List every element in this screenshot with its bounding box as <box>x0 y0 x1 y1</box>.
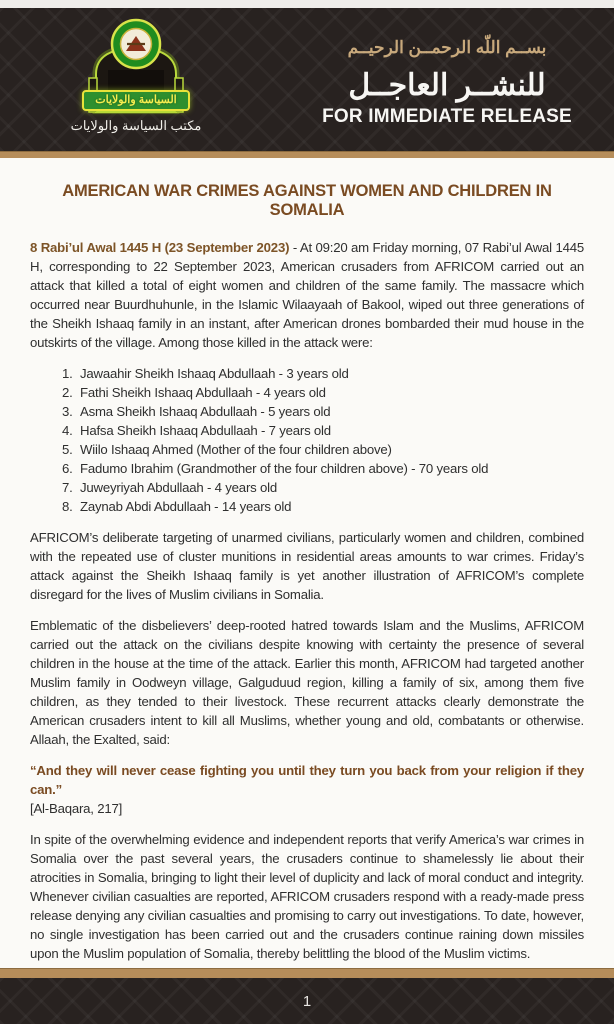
logo-banner <box>82 90 190 111</box>
header-gold-divider <box>0 151 614 158</box>
list-item: 3. Asma Sheikh Ishaaq Abdullaah - 5 years old <box>76 402 584 421</box>
list-item: 8. Zaynab Abdi Abdullaah - 14 years old <box>76 497 584 516</box>
org-logo <box>58 14 214 134</box>
paragraph-intro <box>30 238 584 352</box>
page-title: AMERICAN WAR CRIMES AGAINST WOMEN AND CHILDREN IN SOMALIA <box>62 182 552 219</box>
footer-gold-divider <box>0 968 614 978</box>
english-release-text: FOR IMMEDIATE RELEASE <box>322 105 572 127</box>
list-item: 5. Wiilo Ishaaq Ahmed (Mother of the four children above) <box>76 440 584 459</box>
list-item: 2. Fathi Sheikh Ishaaq Abdullaah - 4 years old <box>76 383 584 402</box>
quran-quote-block <box>30 761 584 818</box>
page-top-margin <box>0 0 614 8</box>
bismillah-text: بســم اللّه الرحمــن الرحيــم <box>347 38 547 57</box>
document-footer <box>0 978 614 1024</box>
paragraph-conclusion: In spite of the overwhelming evidence and independent reports that verify America’s war crimes in Somalia over the past several years, the crusaders continue to shamelessly lie about their atrocities in Somalia, bringing to light their level of duplicity and lack of moral conduct and integrity. Whenever civilian casualties are reported, AFRICOM crusaders respond with a ready-made press release denying any civilian casualties and promising to carry out investigations. To date, however, no single investigation has been carried out and the crusaders continue raining down missiles upon the Muslim population of Somalia, thereby belittling the blood of the Muslim victims. <box>30 832 584 961</box>
list-item: 1. Jawaahir Sheikh Ishaaq Abdullaah - 3 years old <box>76 364 584 383</box>
document-body <box>0 158 614 963</box>
quran-quote: “And they will never cease fighting you until they turn you back from your religion if they can.” <box>30 763 584 797</box>
header-release-block <box>312 38 582 128</box>
logo-banner-text: السياسة والولايات <box>95 94 177 106</box>
logo-caption: مكتب السياسة والولايات <box>70 118 202 133</box>
list-item: 7. Juweyriyah Abdullaah - 4 years old <box>76 478 584 497</box>
document-header <box>0 8 614 151</box>
page-number: 1 <box>302 992 312 1010</box>
list-item: 4. Hafsa Sheikh Ishaaq Abdullaah - 7 years old <box>76 421 584 440</box>
paragraph-war-crimes: AFRICOM’s deliberate targeting of unarmed civilians, particularly women and children, combined with the repeated use of cluster munitions in residential areas amounts to war crimes. Friday’s attack against the Sheikh Ishaaq family is yet another illustration of AFRICOM’s complete disregard for the lives of Muslim civilians in Somalia. <box>30 530 584 602</box>
date-lead: 8 Rabi’ul Awal 1445 H (23 September 2023) <box>30 240 290 255</box>
paragraph-intro-text: - At 09:20 am Friday morning, 07 Rabi’ul Awal 1445 H, corresponding to 22 September 2023, American crusaders from AFRICOM carried out an attack that killed a total of eight women and children of the same family. The massacre which occurred near Buurdhuhunle, in the Islamic Wilaayaah of Bakool, wiped out three generations of the Sheikh Ishaaq family in an instant, after American drones bombarded their mud house in the outskirts of the village. Among those killed in the attack were: <box>30 240 584 350</box>
paragraph-emblematic: Emblematic of the disbelievers’ deep-rooted hatred towards Islam and the Muslims, AFRICOM carried out the attack on the civilians despite knowing with certainty the presence of several children in the house at the time of the attack. Earlier this month, AFRICOM had targeted another Muslim family in Oodweyn village, Galguduud region, killing a family of six, among them five children, as they tended to their livestock. These recurrent attacks clearly demonstrate the American crusaders intent to kill all Muslims, whether young and old, combatants or otherwise. Allaah, the Exalted, said: <box>30 618 584 747</box>
victims-list <box>30 364 584 516</box>
list-item: 6. Fadumo Ibrahim (Grandmother of the four children above) - 70 years old <box>76 459 584 478</box>
arabic-release-text: للنشــر العاجــل <box>348 69 546 102</box>
quote-source: [Al-Baqara, 217] <box>30 801 123 816</box>
